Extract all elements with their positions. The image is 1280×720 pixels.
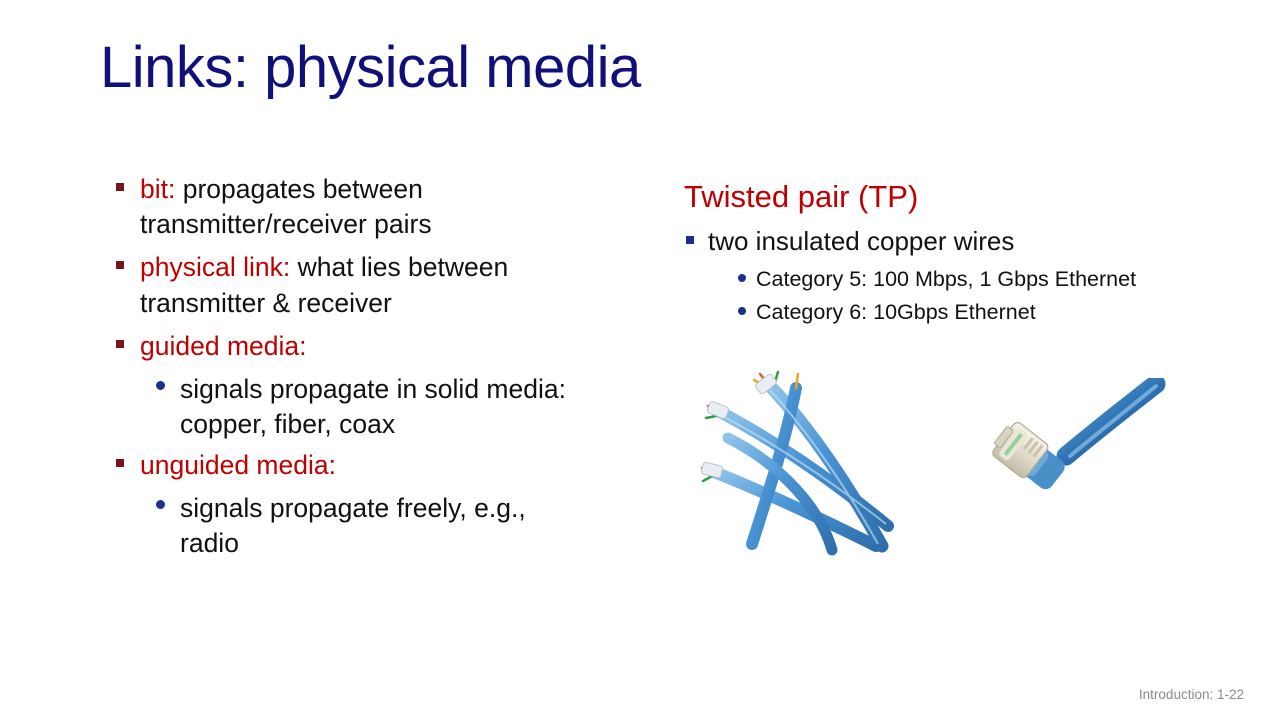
subbullet-category-6 [684,298,1204,327]
round-bullet-icon [156,381,165,390]
bullet-unguided-media [112,448,582,483]
twisted-pair-heading: Twisted pair (TP) [684,179,919,214]
square-bullet-icon [116,183,124,191]
rj45-connector-image [970,378,1170,538]
bullet-bit [112,172,582,242]
square-bullet-icon [116,459,124,467]
subbullet-unguided-media [112,491,582,561]
bullet-physical-link-keyword: physical link: [140,252,291,283]
page-title: Links: physical media [100,35,641,100]
bullet-two-insulated-copper-wires [684,225,1204,259]
round-bullet-icon [738,307,746,315]
bullet-unguided-media-keyword: unguided media: [140,450,336,481]
right-content-column [684,178,1204,331]
bullet-bit-keyword: bit: [140,174,176,204]
bullet-bit-text: propagates between transmitter/receiver pairs [140,174,432,240]
bullet-guided-media-keyword: guided media: [140,330,307,361]
square-bullet-icon [116,261,124,269]
subbullet-unguided-media-text: signals propagate freely, e.g., radio [180,493,526,559]
bullet-two-insulated-copper-wires-text: two insulated copper wires [708,226,1015,257]
square-bullet-icon [686,236,694,244]
subbullet-category-6-text: Category 6: 10Gbps Ethernet [756,300,1036,324]
subbullet-guided-media-text: signals propagate in solid media: copper, fiber, coax [180,374,566,440]
bullet-guided-media [112,329,582,364]
round-bullet-icon [156,500,165,509]
subbullet-category-5 [684,265,1204,294]
slide-footer: Introduction: 1-22 [1138,687,1244,702]
subbullet-guided-media [112,372,582,442]
round-bullet-icon [738,274,746,282]
left-content-column [112,172,582,567]
bullet-physical-link [112,250,582,320]
subbullet-category-5-text: Category 5: 100 Mbps, 1 Gbps Ethernet [756,266,1137,291]
media-illustrations [690,360,1210,560]
square-bullet-icon [116,340,124,348]
bullet-physical-link-text: what lies between transmitter & receiver [140,252,509,318]
twisted-pair-cable-bundle-image [700,368,910,558]
